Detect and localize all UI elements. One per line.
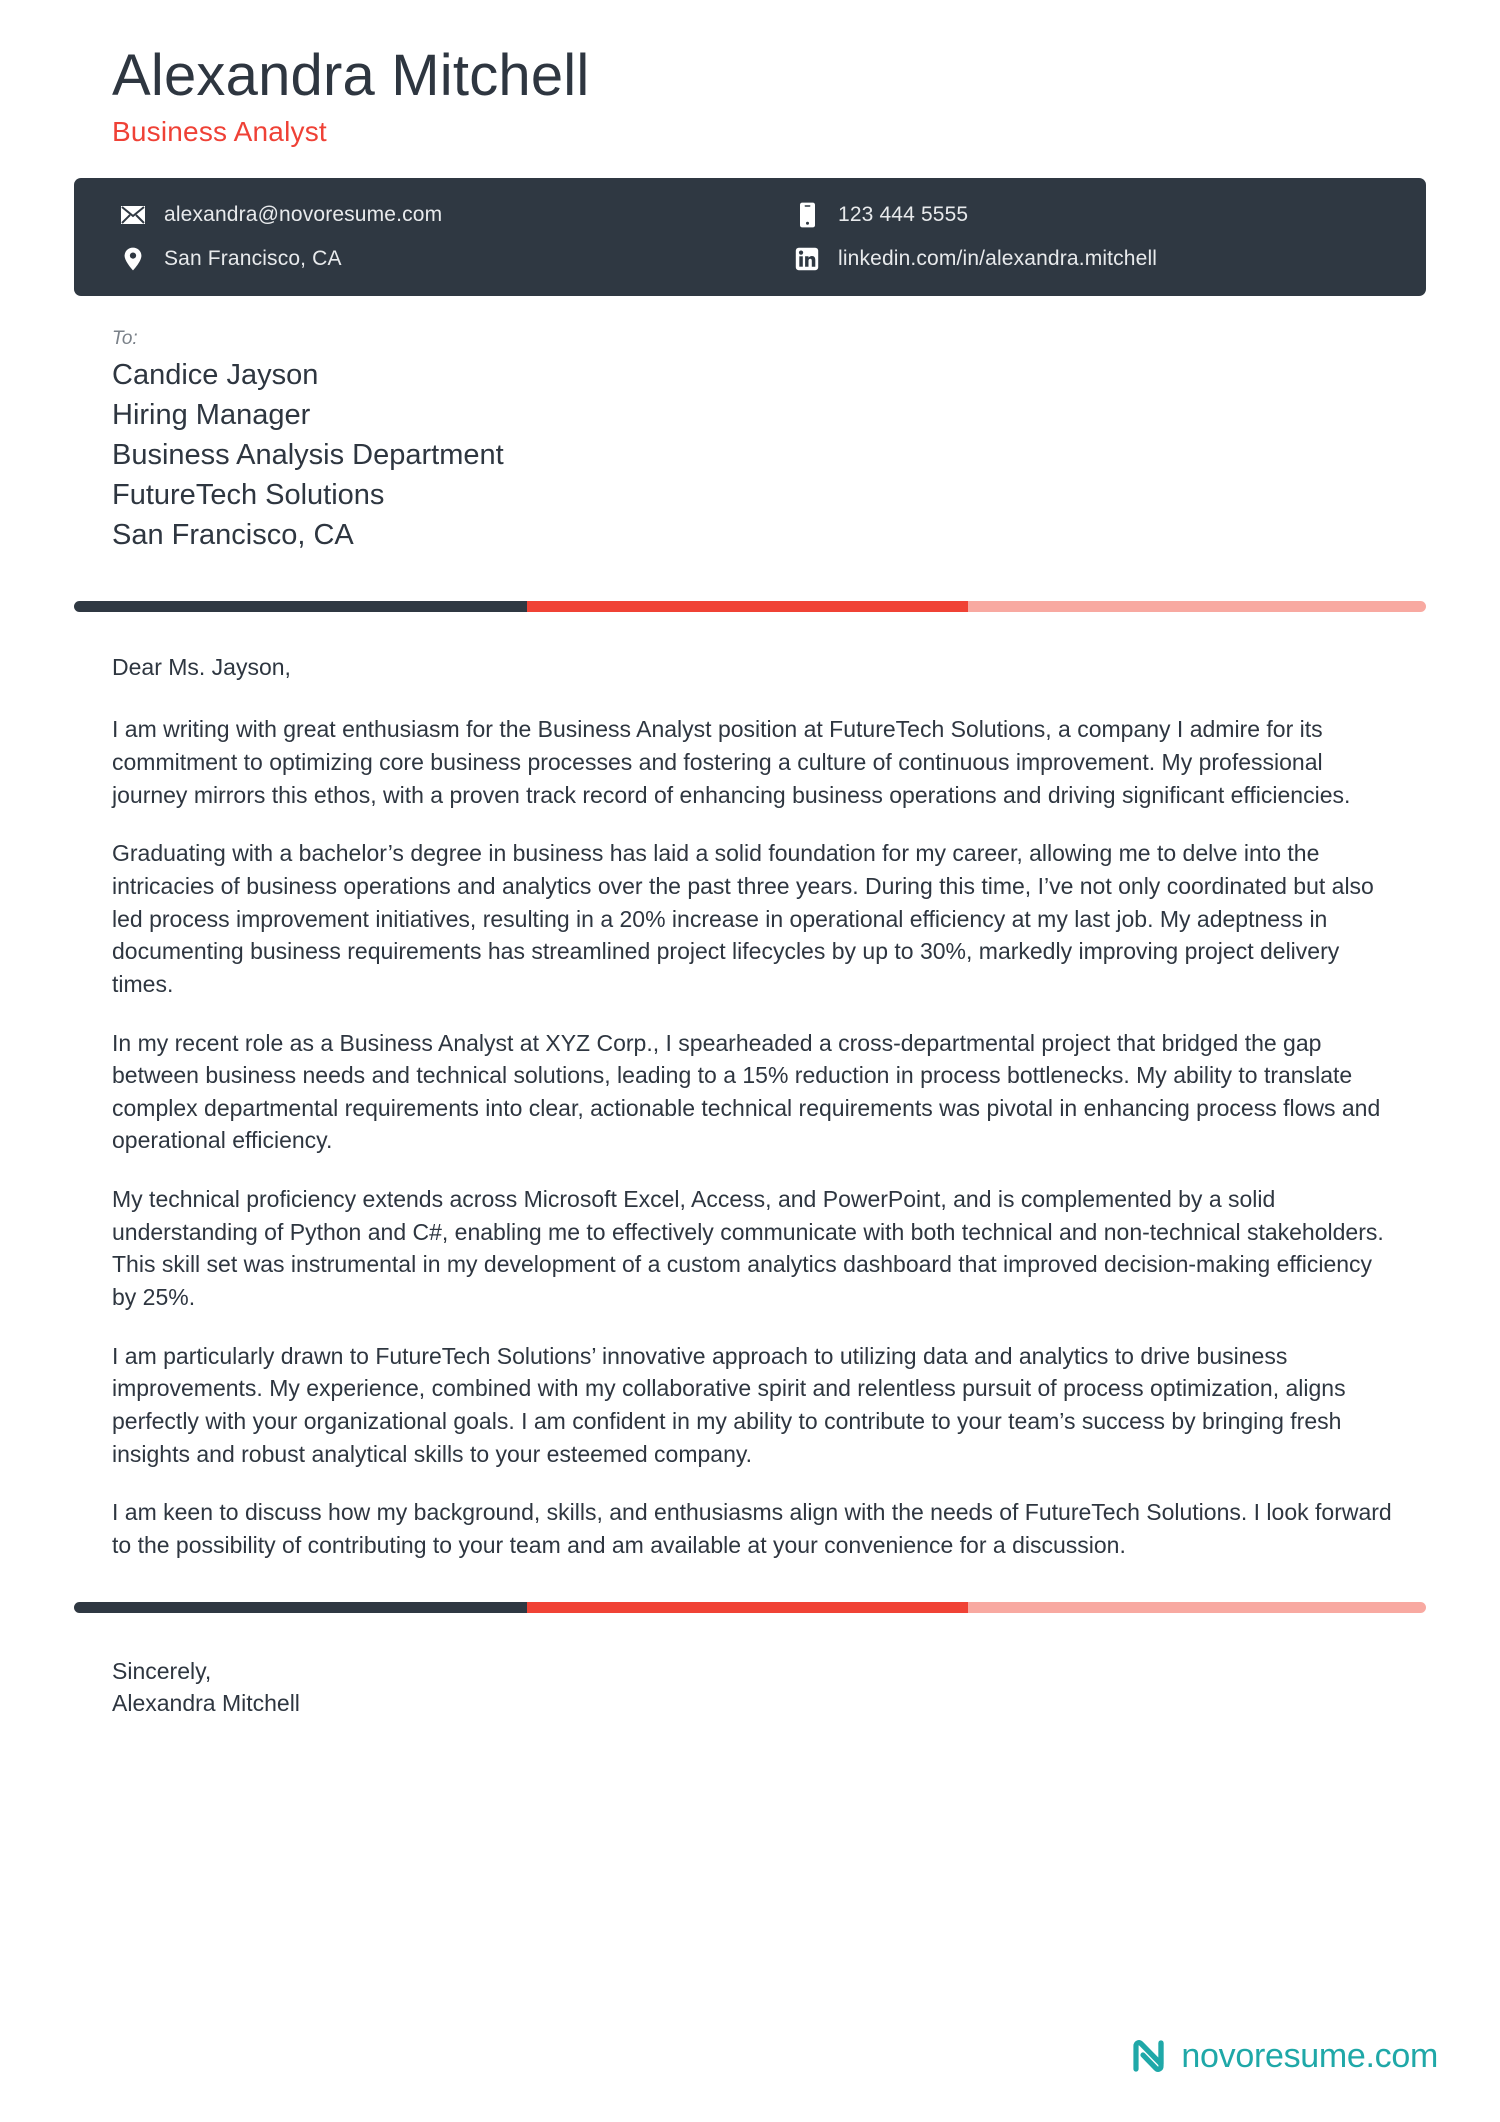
envelope-icon xyxy=(118,201,148,229)
recipient-role: Hiring Manager xyxy=(112,399,311,432)
contact-linkedin-text: linkedin.com/in/alexandra.mitchell xyxy=(838,246,1158,270)
letter-header xyxy=(0,0,1500,149)
contact-column-left xyxy=(74,200,754,274)
divider-segment-pink xyxy=(968,1602,1426,1613)
salutation: Dear Ms. Jayson, xyxy=(112,654,291,681)
contact-item-linkedin[interactable] xyxy=(792,244,1426,274)
contact-email-text: alexandra@novoresume.com xyxy=(164,202,443,226)
novoresume-logo-text: novoresume.com xyxy=(1181,2036,1438,2075)
letter-body xyxy=(0,652,1500,1561)
letter-paragraph: I am particularly drawn to FutureTech Solutions’ innovative approach to utilizing data and analytics to drive business improvements. My experience, combined with my collaborative spirit and relentless pursuit of process optimization, aligns perfectly with your organizational goals. I am confident in my ability to contribute to your team’s success by bringing fresh insights and robust analytical skills to your esteemed company. xyxy=(112,1342,1346,1467)
map-pin-icon xyxy=(118,245,148,273)
letter-paragraph: My technical proficiency extends across Microsoft Excel, Access, and PowerPoint, and is complemented by a solid understanding of Python and C#, enabling me to effectively communicate with both technical and non-technical stakeholders. This skill set was instrumental in my development of a custom analytics dashboard that improved decision-making efficiency by 25%. xyxy=(112,1186,1384,1311)
letter-paragraph: Graduating with a bachelor’s degree in business has laid a solid foundation for my career, allowing me to delve into the intricacies of business operations and analytics over the past three years. During this time, I’ve not only coordinated but also led process improvement initiatives, resulting in a 20% increase in operational efficiency at my last job. My adeptness in documenting business requirements has streamlined project lifecycles by up to 30%, markedly improving project delivery times. xyxy=(112,840,1374,997)
contact-item-location xyxy=(118,244,754,274)
divider-segment-red xyxy=(527,1602,968,1613)
recipient-department: Business Analysis Department xyxy=(112,439,504,472)
letter-paragraph: I am writing with great enthusiasm for the Business Analyst position at FutureTech Solutions, a company I admire for its commitment to optimizing core business processes and fostering a culture of continuous improvement. My professional journey mirrors this ethos, with a proven track record of enhancing business operations and driving significant efficiencies. xyxy=(112,716,1351,808)
applicant-name: Alexandra Mitchell xyxy=(112,43,590,108)
contact-phone-text: 123 444 5555 xyxy=(838,202,969,226)
contact-bar xyxy=(74,178,1426,296)
mobile-phone-icon xyxy=(792,201,822,229)
contact-item-email[interactable] xyxy=(118,200,754,230)
contact-item-phone[interactable] xyxy=(792,200,1426,230)
divider-segment-dark xyxy=(74,601,527,612)
signature-closing: Sincerely, xyxy=(112,1657,212,1684)
contact-column-right xyxy=(754,200,1426,274)
recipient-block xyxy=(0,326,1500,556)
signature-block xyxy=(0,1655,1500,1720)
to-label: To: xyxy=(112,327,138,349)
recipient-name: Candice Jayson xyxy=(112,359,319,392)
divider-top xyxy=(74,601,1426,612)
recipient-location: San Francisco, CA xyxy=(112,519,354,552)
novoresume-n-icon xyxy=(1131,2036,1171,2076)
recipient-company: FutureTech Solutions xyxy=(112,479,385,512)
divider-segment-red xyxy=(527,601,968,612)
contact-location-text: San Francisco, CA xyxy=(164,246,342,270)
divider-bottom xyxy=(74,1602,1426,1613)
letter-paragraph: In my recent role as a Business Analyst at XYZ Corp., I spearheaded a cross-departmental project that bridged the gap between business needs and technical solutions, leading to a 15% reduction in process bottlenecks. My ability to translate complex departmental requirements into clear, actionable technical requirements was pivotal in enhancing process flows and operational efficiency. xyxy=(112,1029,1381,1154)
letter-paragraph: I am keen to discuss how my background, skills, and enthusiasms align with the needs of FutureTech Solutions. I look forward to the possibility of contributing to your team and am available at your convenience for a discussion. xyxy=(112,1499,1392,1559)
divider-segment-pink xyxy=(968,601,1426,612)
divider-segment-dark xyxy=(74,1602,527,1613)
novoresume-logo[interactable] xyxy=(1131,2036,1438,2076)
linkedin-icon xyxy=(792,245,822,273)
signature-name: Alexandra Mitchell xyxy=(112,1690,300,1717)
applicant-job-title: Business Analyst xyxy=(112,115,327,147)
